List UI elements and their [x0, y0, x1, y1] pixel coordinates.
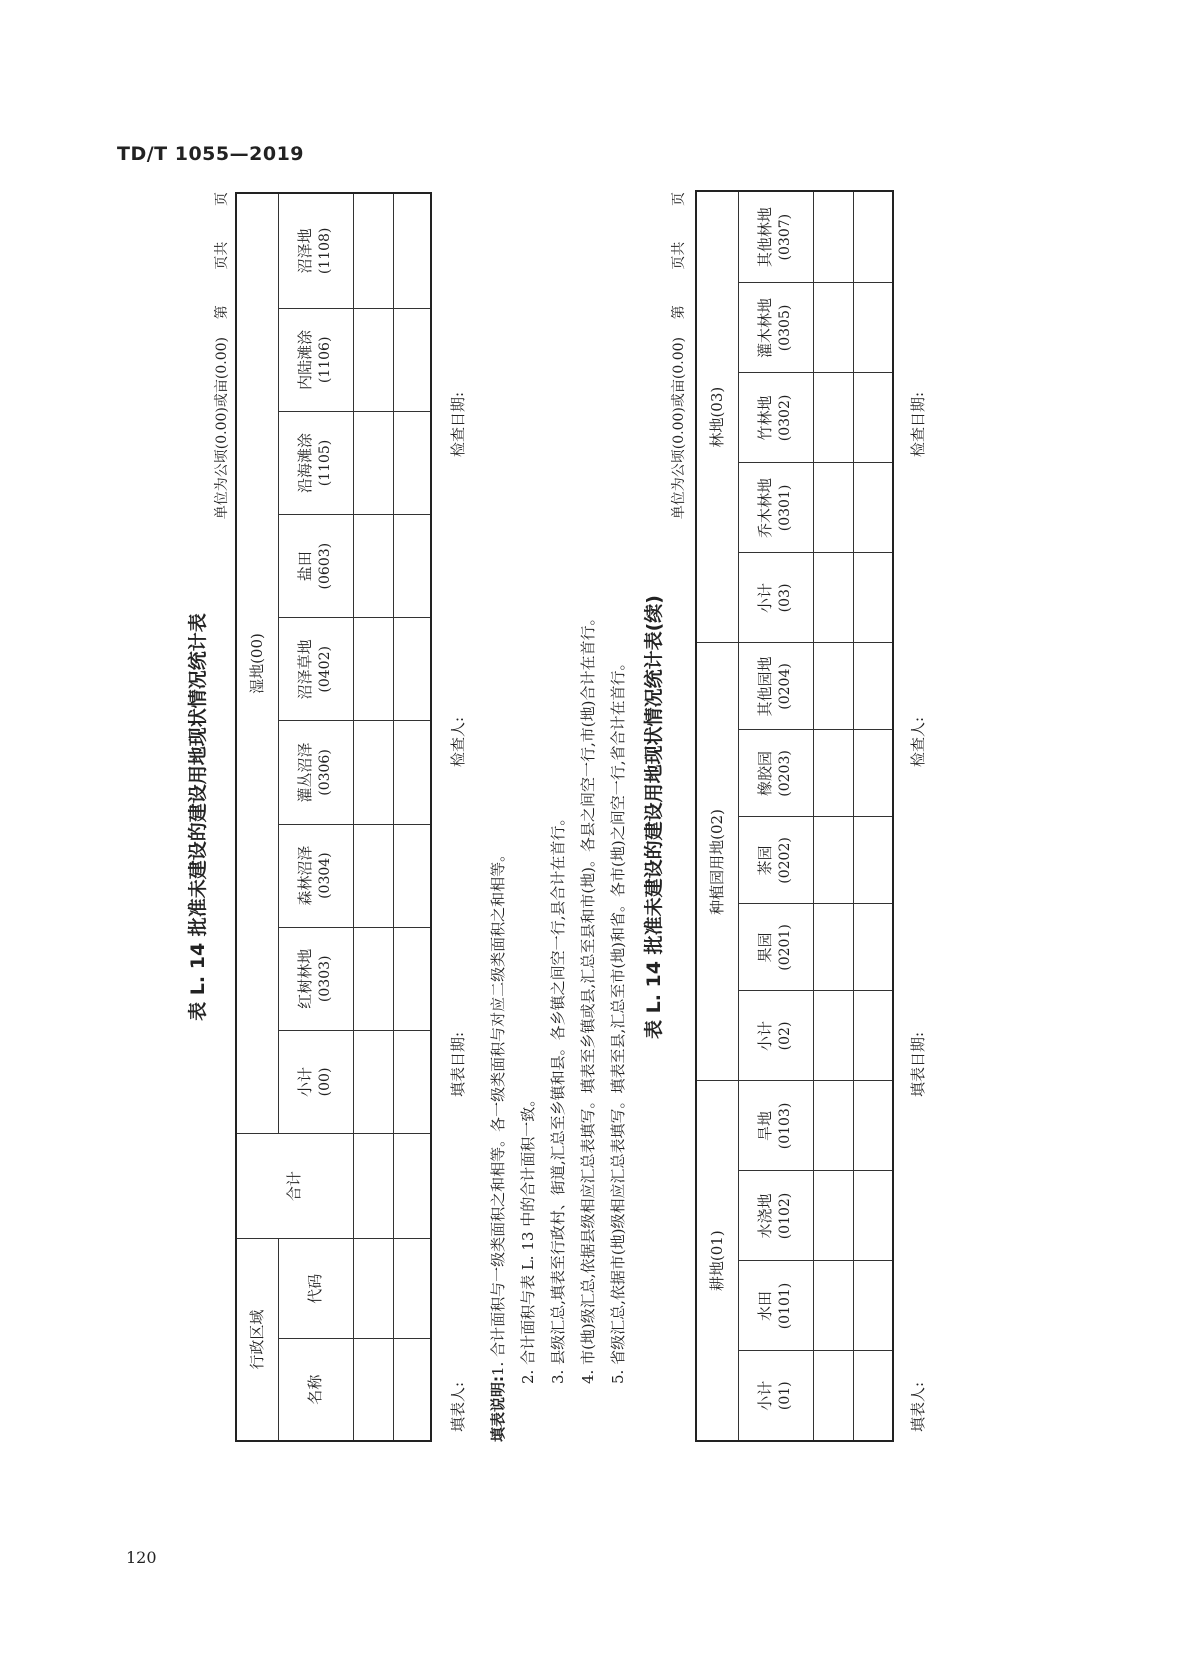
column-header	[278, 515, 353, 618]
column-name: 沼泽地	[296, 228, 315, 274]
column-header	[738, 991, 813, 1081]
table-cell[interactable]	[853, 904, 893, 991]
table-cell[interactable]	[393, 308, 431, 411]
table-cell[interactable]	[853, 730, 893, 817]
column-header	[278, 927, 353, 1030]
table-cell[interactable]	[853, 1171, 893, 1261]
column-code: (0306)	[317, 749, 334, 796]
column-name: 乔木林地	[756, 477, 775, 538]
column-header	[738, 1261, 813, 1351]
cultivated-land-group-header: 耕地(01)	[696, 1081, 738, 1441]
table-cell[interactable]	[853, 1081, 893, 1171]
column-header	[738, 1171, 813, 1261]
column-code: (1105)	[317, 439, 334, 487]
column-name: 红树林地	[296, 948, 315, 1009]
column-name: 橡胶园	[756, 750, 775, 796]
table-cell[interactable]	[353, 1239, 393, 1339]
table-cell[interactable]	[393, 1134, 431, 1239]
table-cell[interactable]	[813, 191, 853, 283]
column-code: (0307)	[777, 213, 794, 261]
column-header	[278, 1030, 353, 1133]
column-code: (0304)	[317, 852, 334, 899]
column-header	[738, 817, 813, 904]
region-name-header: 名称	[278, 1339, 353, 1441]
table-cell[interactable]	[353, 1339, 393, 1441]
admin-region-header: 行政区域	[236, 1239, 278, 1441]
table-cell[interactable]	[813, 643, 853, 730]
column-name: 小计	[756, 1020, 775, 1051]
column-name: 果园	[756, 932, 775, 963]
table-cell[interactable]	[393, 1030, 431, 1133]
table-row	[393, 193, 431, 1441]
column-code: (1106)	[317, 336, 334, 384]
table-cell[interactable]	[853, 1261, 893, 1351]
table1	[235, 192, 432, 1442]
instruction-item	[483, 610, 513, 1442]
instruction-text: 1. 合计面积与一级类面积之和相等。各一级类面积与对应二级类面积之和相等。	[489, 846, 507, 1376]
table-cell[interactable]	[353, 1030, 393, 1133]
table-cell[interactable]	[813, 817, 853, 904]
table-cell[interactable]	[853, 1351, 893, 1441]
column-header	[738, 730, 813, 817]
column-name: 沼泽草地	[296, 639, 315, 700]
table-cell[interactable]	[813, 553, 853, 643]
table-cell[interactable]	[853, 991, 893, 1081]
forest-group-header: 林地(03)	[696, 191, 738, 643]
column-header	[278, 721, 353, 824]
table-cell[interactable]	[813, 730, 853, 817]
column-name: 其他园地	[756, 656, 775, 717]
column-name: 水浇地	[756, 1193, 775, 1239]
total-header: 合计	[236, 1134, 353, 1239]
column-name: 内陆滩涂	[296, 329, 315, 390]
column-header	[738, 283, 813, 373]
table-cell[interactable]	[353, 1134, 393, 1239]
table-cell[interactable]	[813, 991, 853, 1081]
table-cell[interactable]	[813, 1081, 853, 1171]
table1-unit-line: 单位为公顷(0.00)或亩(0.00) 第 页共 页	[214, 192, 230, 520]
table-cell[interactable]	[853, 553, 893, 643]
table-cell[interactable]	[393, 927, 431, 1030]
column-header	[738, 463, 813, 553]
column-code: (0302)	[777, 394, 794, 442]
table-cell[interactable]	[353, 927, 393, 1030]
table-cell[interactable]	[813, 1171, 853, 1261]
table-cell[interactable]	[393, 618, 431, 721]
table-cell[interactable]	[813, 283, 853, 373]
column-code: (01)	[777, 1381, 794, 1411]
region-code-header: 代码	[278, 1239, 353, 1339]
wetland-group-header: 湿地(00)	[236, 193, 278, 1134]
column-header	[278, 824, 353, 927]
column-header	[738, 904, 813, 991]
column-name: 灌木林地	[756, 297, 775, 358]
document-code: TD/T 1055—2019	[117, 143, 305, 165]
table1-filler-label: 填表人:	[449, 1381, 467, 1432]
column-name: 其他林地	[756, 207, 775, 268]
column-header	[278, 411, 353, 514]
column-header	[738, 643, 813, 730]
table-cell[interactable]	[393, 1239, 431, 1339]
table-cell[interactable]	[353, 308, 393, 411]
instructions-label: 填表说明:	[489, 1376, 507, 1442]
table-cell[interactable]	[353, 618, 393, 721]
table-cell[interactable]	[853, 283, 893, 373]
column-name: 茶园	[756, 845, 775, 876]
table-cell[interactable]	[393, 824, 431, 927]
table2-fill-date-label: 填表日期:	[909, 1031, 927, 1097]
column-header	[738, 373, 813, 463]
table-cell[interactable]	[813, 904, 853, 991]
column-code: (02)	[777, 1021, 794, 1051]
instruction-item: 3. 县级汇总,填表至行政村、街道,汇总至乡镇和县。各乡镇之间空一行,县合计在首行。	[549, 810, 567, 1384]
rotated-page-content	[187, 192, 935, 1442]
column-code: (0303)	[317, 955, 334, 1003]
column-code: (0301)	[777, 484, 794, 532]
column-code: (0103)	[777, 1102, 794, 1150]
table-cell[interactable]	[353, 824, 393, 927]
table2-title: 表 L. 14 批准未建设的建设用地现状情况统计表(续)	[643, 595, 665, 1039]
table-cell[interactable]	[853, 373, 893, 463]
column-code: (0202)	[777, 837, 794, 884]
column-header	[278, 193, 353, 308]
table-cell[interactable]	[353, 411, 393, 514]
table1-check-date-label: 检查日期:	[449, 391, 467, 457]
table2-filler-label: 填表人:	[909, 1381, 927, 1432]
table-cell[interactable]	[353, 721, 393, 824]
table-cell[interactable]	[353, 193, 393, 308]
table-row	[853, 191, 893, 1441]
table-cell[interactable]	[393, 1339, 431, 1441]
table1-fill-date-label: 填表日期:	[449, 1031, 467, 1097]
instruction-item: 2. 合计面积与表 L. 13 中的合计面积一致。	[519, 1091, 537, 1384]
plantation-group-header: 种植园用地(02)	[696, 643, 738, 1081]
table-cell[interactable]	[853, 191, 893, 283]
column-code: (0201)	[777, 924, 794, 971]
column-code: (03)	[777, 583, 794, 613]
table1-title: 表 L. 14 批准未建设的建设用地现状情况统计表	[187, 613, 209, 1021]
column-code: (0603)	[317, 542, 334, 590]
table2	[695, 190, 894, 1442]
table-cell[interactable]	[813, 463, 853, 553]
table-cell[interactable]	[353, 515, 393, 618]
table-cell[interactable]	[853, 817, 893, 904]
column-name: 小计	[756, 582, 775, 613]
table-cell[interactable]	[813, 1351, 853, 1441]
table-cell[interactable]	[813, 1261, 853, 1351]
column-name: 小计	[756, 1380, 775, 1411]
column-code: (0204)	[777, 663, 794, 710]
column-code: (0101)	[777, 1282, 794, 1330]
table2-check-date-label: 检查日期:	[909, 391, 927, 457]
table-cell[interactable]	[393, 193, 431, 308]
table-cell[interactable]	[853, 643, 893, 730]
instruction-item: 4. 市(地)级汇总,依据县级相应汇总表填写。填表至乡镇或县,汇总至县和市(地)。各县之间空一行,市(地)合计在首行。	[579, 610, 597, 1384]
column-code: (0203)	[777, 750, 794, 797]
column-name: 灌丛沼泽	[296, 742, 315, 803]
column-header	[738, 553, 813, 643]
page-number: 120	[126, 1548, 157, 1567]
column-name: 森林沼泽	[296, 845, 315, 906]
column-code: (0102)	[777, 1192, 794, 1240]
column-code: (1108)	[317, 227, 334, 275]
column-name: 水田	[756, 1291, 775, 1322]
table1-checker-label: 检查人:	[449, 716, 467, 767]
table-row	[813, 191, 853, 1441]
column-name: 盐田	[296, 551, 315, 582]
column-header	[278, 308, 353, 411]
table2-unit-line: 单位为公顷(0.00)或亩(0.00) 第 页共 页	[671, 192, 687, 520]
column-name: 小计	[296, 1066, 315, 1097]
column-code: (0305)	[777, 304, 794, 352]
column-header	[738, 1081, 813, 1171]
fill-instructions	[483, 610, 633, 1442]
table-cell[interactable]	[813, 373, 853, 463]
table-row	[353, 193, 393, 1441]
column-code: (0402)	[317, 646, 334, 693]
table-cell[interactable]	[393, 721, 431, 824]
column-name: 旱地	[756, 1110, 775, 1141]
column-header	[738, 1351, 813, 1441]
table-cell[interactable]	[853, 463, 893, 553]
column-name: 竹林地	[756, 395, 775, 441]
table2-checker-label: 检查人:	[909, 716, 927, 767]
table-cell[interactable]	[393, 411, 431, 514]
column-header	[738, 191, 813, 283]
table-cell[interactable]	[393, 515, 431, 618]
column-code: (00)	[317, 1067, 334, 1097]
instruction-item: 5. 省级汇总,依据市(地)级相应汇总表填写。填表至县,汇总至市(地)和省。各市(地)之间空一行,省合计在首行。	[609, 655, 627, 1384]
column-header	[278, 618, 353, 721]
column-name: 沿海滩涂	[296, 433, 315, 494]
